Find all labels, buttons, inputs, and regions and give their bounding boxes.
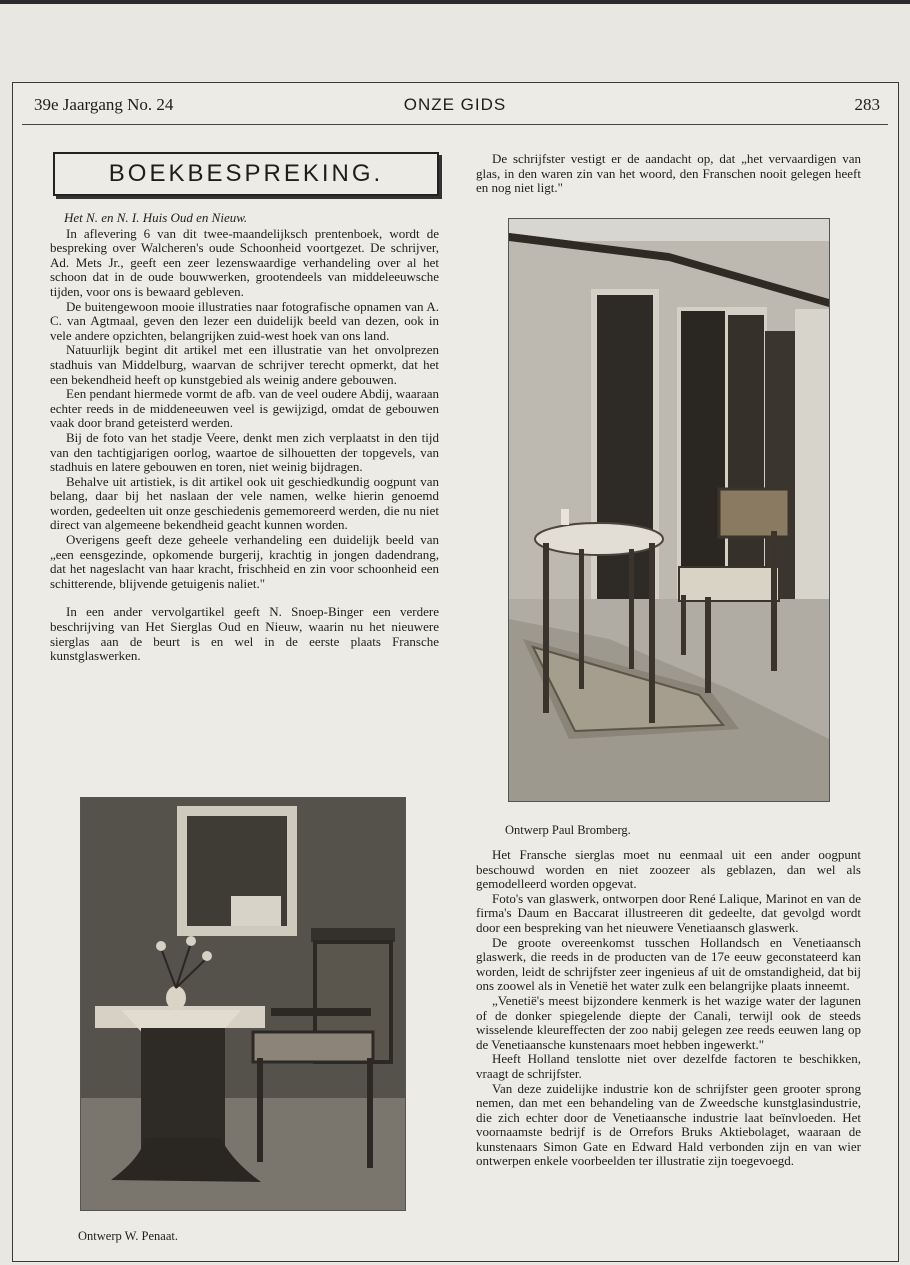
volume-label: 39e Jaargang No. 24 (34, 95, 174, 114)
paragraph: Heeft Holland tenslotte niet over dezelfde factoren te beschikken, vraagt de schrijfster. (476, 1051, 861, 1081)
photo-bromberg-interior (508, 218, 830, 802)
photo-caption-bromberg: Ontwerp Paul Bromberg. (505, 823, 631, 837)
photo-penaat-interior (80, 797, 406, 1211)
paragraph: Van deze zuidelijke industrie kon de schrijfster geen grooter sprong nemen, dan met een behandeling van de Zweedsche kunstglasindustrie, die zich echter door de Venetiaansche industrie laat beïnvloeden. Het voornaamste bedrijf is de Orrefors Bruks Aktiebolaget, waaraan de kunstenaars Simon Gate en Edward Hald verbonden zijn en van wier ontwerpen enkele voorbeelden ter illustratie zijn toegevoegd. (476, 1080, 861, 1169)
section-title: BOEKBESPREKING. (53, 152, 439, 196)
page-number: 283 (854, 95, 880, 114)
magazine-title: ONZE GIDS (403, 95, 507, 114)
running-header (20, 95, 890, 123)
article-subheading: Het N. en N. I. Huis Oud en Nieuw. (64, 210, 248, 225)
paragraph: Overigens geeft deze geheele verhandeling een duidelijk beeld van „een eensgezinde, opkomende burgerij, krachtig in jongen dadendrang, dat het nageslacht van haar kracht, frischheid en zin voor schoonheid een schitterende, blijvende getuigenis naliet." (50, 532, 439, 591)
scan-edge (0, 0, 910, 4)
left-column (50, 211, 439, 664)
paragraph: Natuurlijk begint dit artikel met een illustratie van het onvolprezen stadhuis van Middelburg, waarvan de schrijver terecht opmerkt, dat het een bekendheid heeft op kunstgebied als weinig andere gebouwen. (50, 342, 439, 387)
paragraph: Bij de foto van het stadje Veere, denkt men zich verplaatst in den tijd van den tachtigjarigen oorlog, waartoe de silhouetten der topgevels, van stadhuis en latere gebouwen en toren, niet weinig bijdragen. (50, 429, 439, 475)
right-column-intro (476, 152, 861, 196)
paragraph: De schrijfster vestigt er de aandacht op, dat „het vervaardigen van glas, in den waren zin van het woord, den Franschen nooit gelegen heeft en nog niet ligt." (476, 151, 861, 196)
paragraph: Een pendant hiermede vormt de afb. van de veel oudere Abdij, waaraan echter reeds in de middeneeuwen veel is gewijzigd, omdat de gebouwen vaak door brand geteisterd werden. (50, 386, 439, 431)
paragraph: In een ander vervolgartikel geeft N. Snoep-Binger een verdere beschrijving van Het Sierglas Oud en Nieuw, waarin nu het nieuwere sierglas aan de beurt is en wel in de eerste plaats Fransche kunstglaswerken. (50, 604, 439, 664)
paragraph: „Venetië's meest bijzondere kenmerk is het wazige water der lagunen of de donker spiegelende diepte der Canali, terwijl ook de steeds wisselende kleureffecten der zoo nabij gelegen zee reeds eeuwen lang op de Venetiaansche kunstenaars moet hebben ingewerkt." (476, 992, 861, 1052)
photo-caption-penaat: Ontwerp W. Penaat. (78, 1229, 178, 1243)
header-rule (22, 124, 888, 125)
paragraph: De groote overeenkomst tusschen Hollandsch en Venetiaansch glaswerk, die reeds in de producten van de 17e eeuw geconstateerd kan worden, leidt de schrijfster zeer ingenieus af uit de omstandigheid, dat bij ons zoowel als in Venetië het water zulk een belangrijke plaats inneemt. (476, 934, 861, 994)
paragraph: In aflevering 6 van dit twee-maandelijksch prentenboek, wordt de bespreking over Walcheren's oude Schoonheid voortgezet. De schrijver, Ad. Mets Jr., geeft een zeer lezenswaardige verhandeling over al het schoon dat in de oude bouwwerken, grootendeels van middeleeuwsche tijden, voor ons is bewaard gebleven. (50, 225, 439, 299)
right-column-body (476, 848, 861, 1169)
paragraph: De buitengewoon mooie illustraties naar fotografische opnamen van A. C. van Agtmaal, geven den lezer een duidelijk beeld van dezen, ook in vele andere opzichten, belangrijken zuid-west hoek van ons land. (50, 298, 439, 343)
paragraph: Foto's van glaswerk, ontworpen door René Lalique, Marinot en van de firma's Daum en Baccarat illustreeren dit gedeelte, dat gevolgd wordt door een bespreking van het nieuwere Venetiaansch glaswerk. (476, 890, 861, 935)
paragraph: Behalve uit artistiek, is dit artikel ook uit geschiedkundig oogpunt van belang, daar bij het naslaan der vele namen, welke hierin genoemd worden, gedeelten uit onze geschiedenis gememoreerd werden, die nu niet direct van algemeene bekendheid geacht kunnen worden. (50, 473, 439, 533)
paragraph: Het Fransche sierglas moet nu eenmaal uit een ander oogpunt beschouwd worden en niet zoozeer als geblazen, dan wel als gemodelleerd worden opgevat. (476, 847, 861, 892)
